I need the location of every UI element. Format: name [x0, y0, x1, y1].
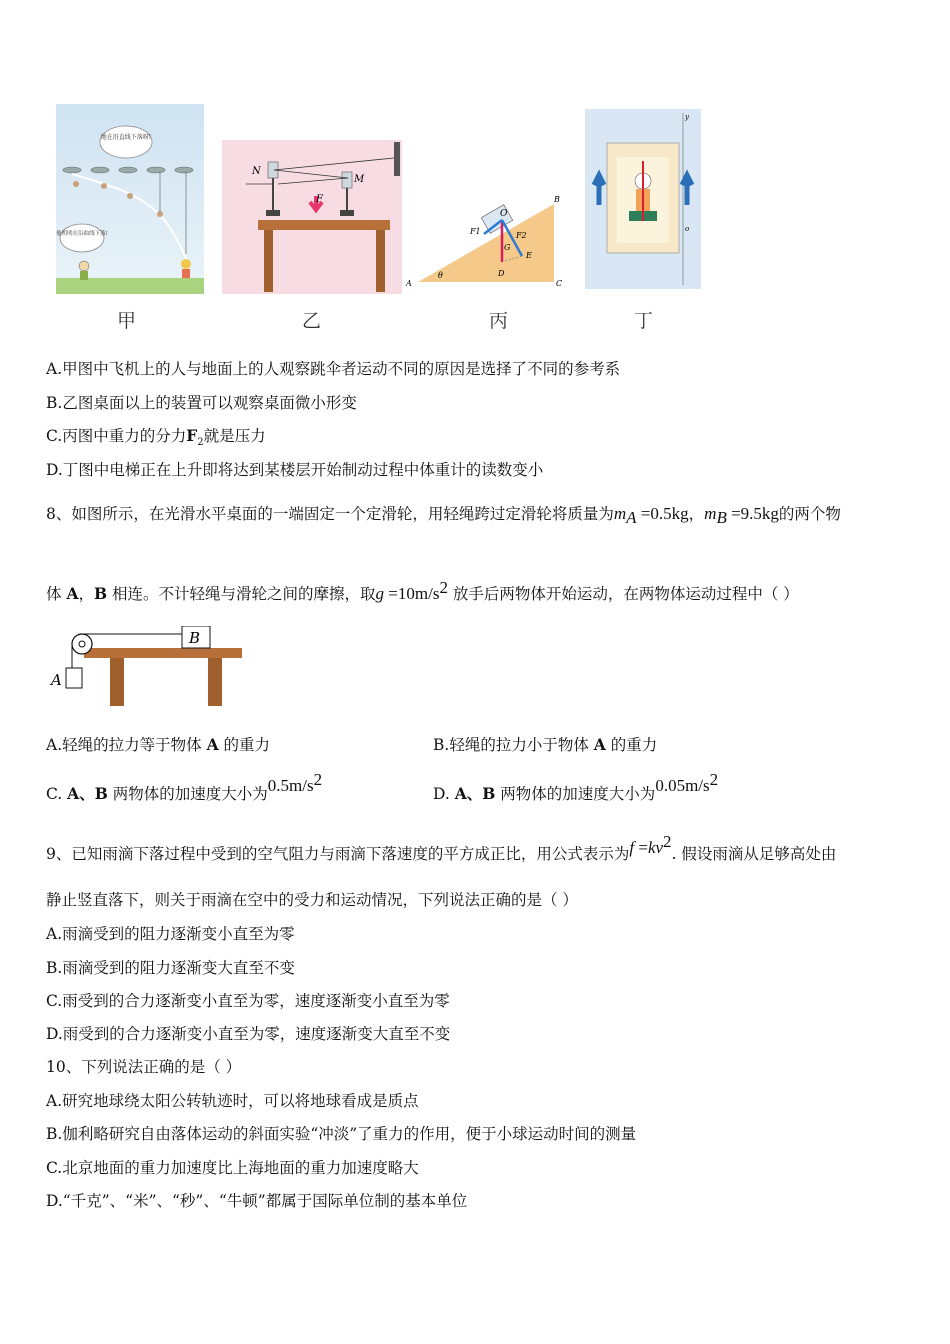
figure-label-yi: 乙	[302, 310, 322, 332]
q8-option-b-pre: B.轻绳的拉力小于物体	[433, 736, 594, 754]
label-D: D	[498, 269, 505, 278]
q8-g-sup: 2	[439, 578, 448, 597]
q9-stem-line1	[46, 832, 837, 864]
q9-f-eq: =	[634, 838, 648, 858]
q8-option-d-value: 0.05m/s	[655, 776, 710, 796]
label-F1: F1	[470, 227, 481, 236]
q8-pulley-figure	[48, 626, 244, 708]
q9-stem-line2: 静止竖直落下，则关于雨滴在空中的受力和运动情况，下列说法正确的是（ ）	[46, 891, 578, 909]
q8-line2-mid: 相连。不计轻绳与滑轮之间的摩擦，取	[107, 585, 376, 604]
q8-mA-sub: A	[626, 508, 637, 528]
label-C: C	[556, 279, 563, 288]
q7-f2-symbol: F	[186, 426, 198, 445]
q8-option-a-post: 的重力	[218, 736, 271, 754]
q8-option-a	[46, 735, 270, 755]
elevator-scale-illustration	[585, 109, 701, 289]
label-N: N	[252, 166, 261, 177]
q7-option-a: A.甲图中飞机上的人与地面上的人观察跳伞者运动不同的原因是选择了不同的参考系	[46, 360, 621, 378]
q8-g-value: =10m/s	[384, 584, 440, 604]
q9-f: f	[629, 838, 635, 858]
label-A: A	[406, 279, 412, 288]
q8-mA-value: =0.5kg	[636, 504, 689, 523]
label-y: y	[685, 113, 689, 121]
q8-option-b	[433, 735, 657, 755]
label-M: M	[354, 174, 365, 185]
q8-g: g	[375, 584, 385, 604]
label-O: O	[500, 209, 508, 219]
q8-option-a-pre: A.轻绳的拉力等于物体	[46, 736, 207, 754]
label-theta: θ	[438, 271, 443, 280]
q9-f-sup: 2	[663, 832, 672, 851]
label-B: B	[554, 195, 560, 204]
q8-option-c-AB: A、B	[67, 784, 108, 804]
q8-option-d-AB: A、B	[454, 784, 496, 804]
q8-mA: m	[613, 504, 627, 523]
bubble-bottom-text: 他明明在沿曲线下落!	[56, 231, 108, 237]
label-G: G	[504, 243, 511, 252]
q8-line2-post: 放手后两物体开始运动，在两物体运动过程中（ ）	[452, 585, 799, 604]
q7-option-d: D.丁图中电梯正在上升即将达到某楼层开始制动过程中体重计的读数变小	[46, 461, 544, 479]
q7-option-c-pre: C.丙图中重力的分力	[46, 427, 187, 445]
q9-line1-pre: 9、已知雨滴下落过程中受到的空气阻力与雨滴下落速度的平方成正比，用公式表示为	[46, 845, 630, 864]
q9-option-d: D.雨受到的合力逐渐变小直至为零，速度逐渐变大直至不变	[46, 1025, 451, 1043]
figure-bing	[404, 194, 572, 294]
q7-f2-sub: 2	[197, 437, 204, 449]
pulley-table-diagram	[48, 626, 244, 708]
q9-option-a: A.雨滴受到的阻力逐渐变小直至为零	[46, 925, 295, 943]
q8-mB-value: =9.5kg	[726, 504, 779, 523]
q8-comma: ，	[78, 585, 94, 604]
q9-line1-post: . 假设雨滴从足够高处由	[671, 845, 837, 864]
q8-mB-sub: B	[716, 508, 727, 528]
q8-stem-line1	[46, 504, 841, 528]
q7-option-c-post: 就是压力	[203, 427, 266, 445]
label-F2: F2	[516, 231, 527, 240]
q8-option-d-sup: 2	[709, 770, 719, 789]
q8-line1-post: 的两个物	[778, 505, 841, 523]
figure-jia	[56, 104, 204, 294]
figure-label-jia: 甲	[117, 310, 137, 332]
q8-option-d-mid: 两物体的加速度大小为	[495, 785, 656, 804]
q10-option-d: D.“千克”、“米”、“秒”、“牛顿”都属于国际单位制的基本单位	[46, 1192, 468, 1210]
q8-line2-pre: 体	[46, 585, 67, 604]
inclined-plane-force-diagram	[404, 194, 572, 294]
label-E: E	[526, 251, 532, 260]
q8-option-c-value: 0.5m/s	[267, 776, 314, 796]
block-B-label: B	[189, 629, 201, 647]
label-o: o	[685, 225, 690, 233]
q7-option-b: B.乙图桌面以上的装置可以观察桌面微小形变	[46, 394, 357, 412]
q8-A-bold: A	[66, 584, 79, 604]
figure-yi	[222, 140, 402, 294]
q9-option-c: C.雨受到的合力逐渐变小直至为零，速度逐渐变小直至为零	[46, 992, 450, 1010]
q8-mB: m	[704, 504, 717, 523]
q8-option-a-bold: A	[206, 735, 219, 754]
q8-B-bold: B	[93, 584, 108, 604]
q8-option-b-post: 的重力	[605, 736, 658, 754]
q9-option-b: B.雨滴受到的阻力逐渐变大直至不变	[46, 959, 295, 977]
q8-stem-line2	[46, 578, 799, 604]
q9-kv: kv	[647, 838, 664, 858]
q8-option-c-pre: C.	[46, 785, 68, 804]
figure-label-bing: 丙	[489, 310, 509, 332]
q8-option-d	[433, 770, 719, 804]
q7-option-c	[46, 426, 266, 453]
q10-option-c: C.北京地面的重力加速度比上海地面的重力加速度略大	[46, 1159, 419, 1177]
q8-option-c-mid: 两物体的加速度大小为	[107, 785, 268, 804]
figure-ding	[585, 109, 701, 289]
q8-separator: ，	[688, 505, 705, 523]
q8-option-c-sup: 2	[313, 770, 323, 789]
bubble-top-text: 地在沿直线下落呀!	[100, 134, 152, 141]
label-F: F	[316, 194, 323, 205]
q8-line1-pre: 8、如图所示，在光滑水平桌面的一端固定一个定滑轮，用轻绳跨过定滑轮将质量为	[46, 505, 614, 523]
q8-option-d-pre: D.	[433, 785, 455, 804]
figure-label-ding: 丁	[634, 310, 654, 332]
mirror-deformation-apparatus	[222, 140, 402, 294]
q8-option-c	[46, 770, 323, 804]
q10-option-a: A.研究地球绕太阳公转轨迹时，可以将地球看成是质点	[46, 1092, 419, 1110]
skydiver-illustration	[56, 104, 204, 294]
q10-option-b: B.伽利略研究自由落体运动的斜面实验“冲淡”了重力的作用，便于小球运动时间的测量	[46, 1125, 637, 1143]
q10-stem: 10、下列说法正确的是（ ）	[46, 1058, 242, 1076]
block-A-label: A	[51, 671, 62, 689]
q8-option-b-bold: A	[593, 735, 606, 754]
